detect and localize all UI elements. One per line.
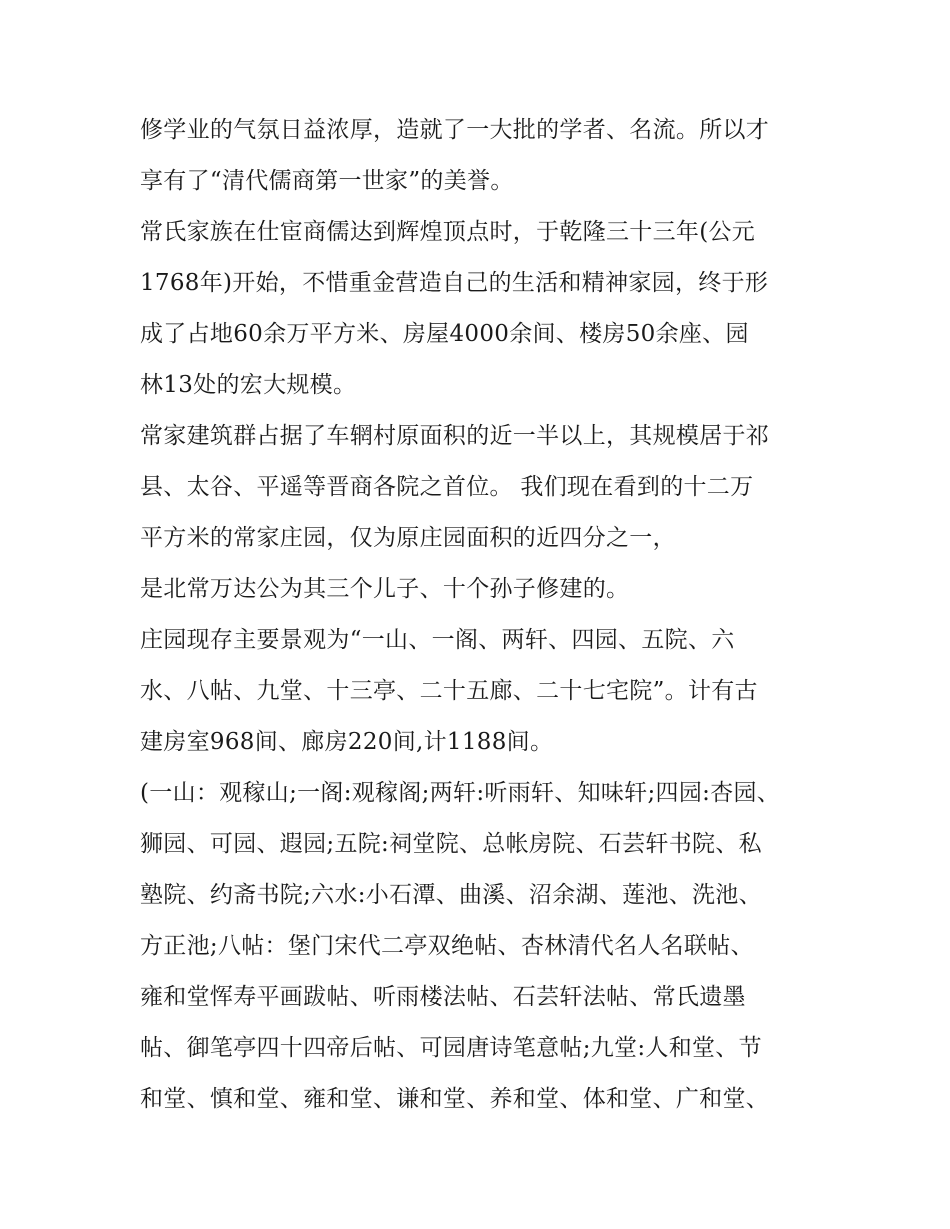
text-line: (一山：观稼山;一阁:观稼阁;两轩:听雨轩、知味轩;四园:杏园、 [140,780,781,806]
text-line: 水、八帖、九堂、十三亭、二十五廊、二十七宅院”。计有古 [140,678,758,704]
text-line: 方正池;八帖：堡门宋代二亭双绝帖、杏林清代名人名联帖、 [140,933,754,959]
text-line: 平方米的常家庄园，仅为原庄园面积的近四分之一， [140,525,676,551]
text-line: 塾院、约斋书院;六水:小石潭、曲溪、沼余湖、莲池、洗池、 [140,882,762,908]
text-line: 庄园现存主要景观为“一山、一阁、两轩、四园、五院、六 [140,627,735,653]
text-line: 1768年)开始，不惜重金营造自己的生活和精神家园，终于形 [140,270,769,296]
text-line: 雍和堂恽寿平画跋帖、听雨楼法帖、石芸轩法帖、常氏遗墨 [140,984,746,1010]
text-line: 狮园、可园、遐园;五院:祠堂院、总帐房院、石芸轩书院、私 [140,831,762,857]
body-text [140,105,815,1125]
text-line: 和堂、慎和堂、雍和堂、谦和堂、养和堂、体和堂、广和堂、 [140,1086,770,1112]
text-line: 是北常万达公为其三个儿子、十个孙子修建的。 [140,576,630,602]
text-line: 县、太谷、平遥等晋商各院之首位。 我们现在看到的十二万 [140,474,754,500]
text-line: 常氏家族在仕宦商儒达到辉煌顶点时，于乾隆三十三年(公元 [140,219,756,245]
text-line: 建房室968间、廊房220间,计1188间。 [140,729,554,755]
text-line: 林13处的宏大规模。 [140,372,357,398]
text-line: 修学业的气氛日益浓厚，造就了一大批的学者、名流。所以才 [140,117,770,143]
text-line: 常家建筑群占据了车辋村原面积的近一半以上，其规模居于祁 [140,423,770,449]
text-line: 成了占地60余万平方米、房屋4000余间、楼房50余座、园 [140,321,749,347]
text-line: 帖、御笔亭四十四帝后帖、可园唐诗笔意帖;九堂:人和堂、节 [140,1035,762,1061]
text-line: 享有了“清代儒商第一世家”的美誉。 [140,168,514,194]
